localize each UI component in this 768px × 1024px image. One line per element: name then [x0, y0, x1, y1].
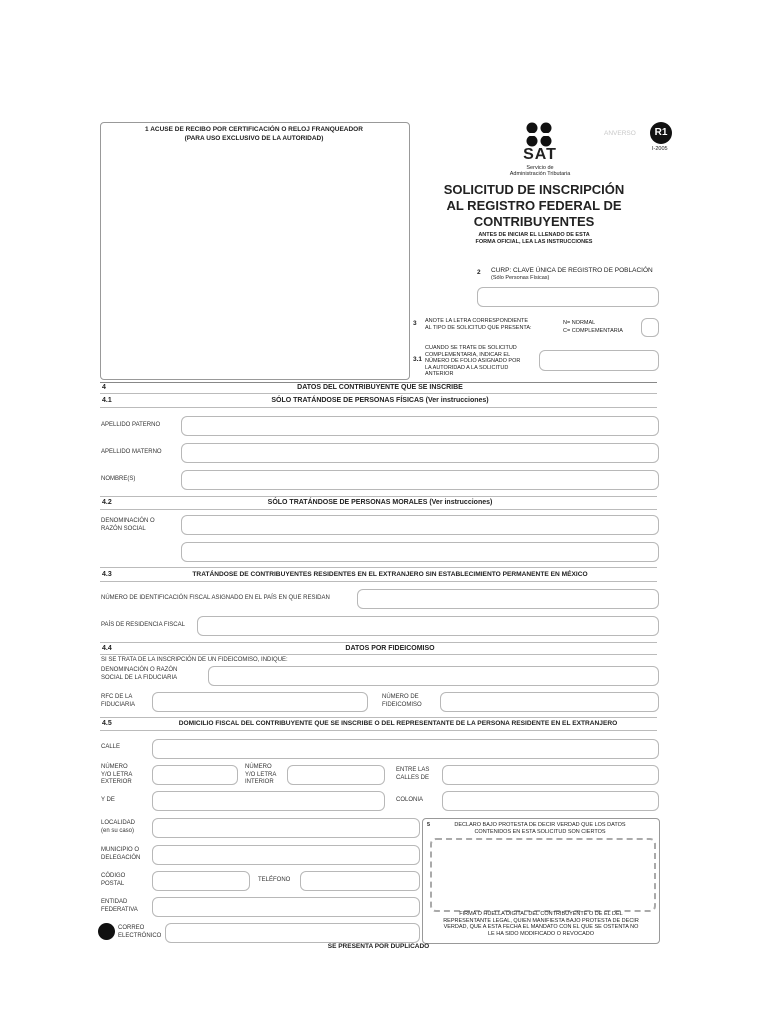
fideicomiso-intro: SI SE TRATA DE LA INSCRIPCIÓN DE UN FIDEICOMISO, INDIQUE: — [101, 657, 288, 663]
tipo-opt-normal: N= NORMAL — [563, 320, 596, 326]
denominacion-field-2[interactable] — [181, 542, 659, 562]
entidad-label — [101, 899, 138, 914]
denominacion-label — [101, 518, 155, 533]
note-line1: ANTES DE INICIAR EL LLENADO DE ESTA — [478, 232, 590, 238]
sat-logo — [509, 120, 571, 180]
num-fideicomiso-line1: NÚMERO DE — [382, 694, 419, 700]
divider — [100, 496, 657, 497]
folio-num: 3.1 — [413, 356, 423, 363]
num-interior-line: Y/O LETRA — [245, 771, 277, 778]
y-de-label: Y DE — [101, 797, 115, 803]
codigo-postal-label — [101, 873, 125, 888]
entre-calles-line: ENTRE LAS — [396, 767, 430, 773]
telefono-label: TELÉFONO — [258, 877, 291, 883]
folio-line: LA AUTORIDAD A LA SOLICITUD — [425, 364, 509, 371]
title-line1: SOLICITUD DE INSCRIPCIÓN — [443, 182, 625, 197]
firma-line: FIRMA O HUELLA DIGITAL DEL CONTRIBUYENTE O DE EL DEL — [459, 911, 623, 917]
firma-line: VERDAD, QUE A ESTA FECHA EL MANDATO CON EL QUE SE OSTENTA NO — [443, 924, 639, 930]
tipo-field[interactable] — [641, 318, 659, 337]
declaracion-line1: DECLARO BAJO PROTESTA DE DECIR VERDAD QUE LOS DATOS — [454, 822, 626, 828]
colonia-label: COLONIA — [396, 797, 424, 803]
section-5-num: 5 — [427, 822, 431, 828]
curp-sub: (Sólo Personas Físicas) — [491, 275, 550, 281]
rfc-fiduciaria-line1: RFC DE LA — [101, 694, 133, 700]
form-code-badge — [650, 122, 672, 144]
municipio-field[interactable] — [152, 845, 420, 865]
form-sub: I-2005 — [652, 146, 668, 152]
fiduciaria-denom-line1: DENOMINACIÓN O RAZÓN — [101, 667, 178, 673]
divider — [100, 730, 657, 731]
denominacion-line1: DENOMINACIÓN O — [101, 518, 155, 524]
divider — [100, 382, 657, 383]
num-interior-line: NÚMERO — [245, 764, 272, 770]
entidad-field[interactable] — [152, 897, 420, 917]
divider — [100, 393, 657, 394]
apellido-materno-label: APELLIDO MATERNO — [101, 449, 162, 455]
num-exterior-field[interactable] — [152, 765, 238, 785]
codigo-postal-line1: CÓDIGO — [101, 873, 126, 879]
section-45-title: DOMICILIO FISCAL DEL CONTRIBUYENTE QUE SE INSCRIBE O DEL REPRESENTANTE DE LA PERSONA RESIDENTE EN EL EXTRANJERO — [178, 720, 618, 727]
section-42-title: SÓLO TRATÁNDOSE DE PERSONAS MORALES (Ver instrucciones) — [267, 499, 493, 506]
sat-logo-sub1: Servicio de — [526, 165, 554, 171]
folio-line: NÚMERO DE FOLIO ASIGNADO POR — [425, 358, 521, 364]
denominacion-line2: RAZÓN SOCIAL — [101, 525, 146, 532]
num-interior-line: INTERIOR — [245, 779, 274, 785]
form-code: R1 — [654, 127, 668, 138]
section-41-title: SÓLO TRATÁNDOSE DE PERSONAS FÍSICAS (Ver instrucciones) — [271, 397, 489, 404]
nombre-field[interactable] — [181, 470, 659, 490]
firma-line: LE HA SIDO MODIFICADO O REVOCADO — [487, 930, 595, 937]
section-45-num: 4.5 — [102, 720, 112, 727]
bullet-dot — [98, 923, 115, 940]
section-43-title: TRATÁNDOSE DE CONTRIBUYENTES RESIDENTES EN EL EXTRANJERO SIN ESTABLECIMIENTO PERMANENTE EN MÉXICO — [192, 571, 588, 578]
pais-residencia-label: PAÍS DE RESIDENCIA FISCAL — [101, 622, 185, 628]
correo-label — [118, 925, 161, 940]
instructions-note — [418, 232, 650, 245]
entidad-line2: FEDERATIVA — [101, 906, 138, 913]
divider — [100, 654, 657, 655]
section-42-num: 4.2 — [102, 499, 112, 506]
acuse-box — [100, 122, 410, 380]
divider — [100, 642, 657, 643]
section-44-num: 4.4 — [102, 645, 112, 652]
municipio-label — [101, 847, 140, 862]
folio-field[interactable] — [539, 350, 659, 371]
anverso-label: ANVERSO — [604, 130, 636, 137]
fiduciaria-denom-line2: SOCIAL DE LA FIDUCIARIA — [101, 674, 178, 681]
section-44-title: DATOS POR FIDEICOMISO — [345, 645, 435, 652]
section-43-num: 4.3 — [102, 571, 112, 578]
section-4-num: 4 — [102, 384, 106, 391]
entre-calles-line: CALLES DE — [396, 774, 430, 781]
y-de-field[interactable] — [152, 791, 385, 811]
calle-label: CALLE — [101, 744, 121, 750]
colonia-field[interactable] — [442, 791, 659, 811]
divider — [100, 717, 657, 718]
num-interior-field[interactable] — [287, 765, 385, 785]
tipo-line1: ANOTE LA LETRA CORRESPONDIENTE — [425, 318, 528, 324]
folio-line: CUANDO SE TRATE DE SOLICITUD — [425, 345, 517, 351]
rfc-fiduciaria-label — [101, 694, 135, 709]
firma-text — [424, 911, 658, 937]
tipo-opt-complementaria: C= COMPLEMENTARIA — [563, 328, 623, 334]
localidad-line1: LOCALIDAD — [101, 820, 136, 826]
municipio-line2: DELEGACIÓN — [101, 854, 141, 861]
num-id-fiscal-field[interactable] — [357, 589, 659, 609]
num-interior-label — [245, 764, 276, 787]
num-id-fiscal-label: NÚMERO DE IDENTIFICACIÓN FISCAL ASIGNADO EN EL PAÍS EN QUE RESIDAN — [101, 595, 330, 601]
localidad-label — [101, 820, 135, 835]
num-fideicomiso-line2: FIDEICOMISO — [382, 701, 422, 708]
firma-line: REPRESENTANTE LEGAL, QUIEN MANIFIESTA BAJO PROTESTA DE DECIR — [443, 917, 639, 924]
entidad-line1: ENTIDAD — [101, 899, 128, 905]
calle-field[interactable] — [152, 739, 659, 759]
fiduciaria-denom-label — [101, 667, 177, 682]
section-41-num: 4.1 — [102, 397, 112, 404]
entre-calles-field[interactable] — [442, 765, 659, 785]
divider — [100, 509, 657, 510]
acuse-title: 1 ACUSE DE RECIBO POR CERTIFICACIÓN O RELOJ FRANQUEADOR — [145, 126, 363, 133]
folio-line: COMPLEMENTARIA, INDICAR EL — [425, 351, 511, 358]
num-exterior-label — [101, 764, 132, 787]
curp-num: 2 — [477, 269, 481, 276]
divider — [100, 581, 657, 582]
codigo-postal-field[interactable] — [152, 871, 250, 891]
form-title — [418, 182, 650, 230]
declaracion-line2: CONTENIDOS EN ESTA SOLICITUD SON CIERTOS — [474, 829, 606, 835]
title-line3: CONTRIBUYENTES — [473, 214, 595, 229]
nombre-label: NOMBRE(S) — [101, 476, 136, 482]
tipo-line2: AL TIPO DE SOLICITUD QUE PRESENTA: — [425, 325, 532, 331]
num-exterior-line: Y/O LETRA — [101, 771, 133, 778]
title-line2: AL REGISTRO FEDERAL DE — [446, 198, 622, 213]
apellido-paterno-field[interactable] — [181, 416, 659, 436]
folio-text — [425, 345, 537, 378]
denominacion-field-1[interactable] — [181, 515, 659, 535]
note-line2: FORMA OFICIAL, LEA LAS INSTRUCCIONES — [475, 238, 593, 245]
curp-field[interactable] — [477, 287, 659, 307]
divider — [100, 567, 657, 568]
folio-line: ANTERIOR — [425, 371, 454, 377]
apellido-materno-field[interactable] — [181, 443, 659, 463]
telefono-field[interactable] — [300, 871, 420, 891]
entre-calles-label — [396, 767, 429, 782]
pais-residencia-field[interactable] — [197, 616, 659, 636]
section-4-title: DATOS DEL CONTRIBUYENTE QUE SE INSCRIBE — [297, 384, 463, 391]
correo-field[interactable] — [165, 923, 420, 943]
municipio-line1: MUNICIPIO O — [101, 847, 140, 853]
sat-logo-sub2: Administración Tributaria — [509, 171, 571, 177]
correo-line1: CORREO — [118, 925, 145, 931]
acuse-subtitle: (PARA USO EXCLUSIVO DE LA AUTORIDAD) — [184, 135, 324, 142]
tipo-num: 3 — [413, 320, 417, 327]
curp-label: CURP: CLAVE ÚNICA DE REGISTRO DE POBLACIÓN — [491, 267, 653, 274]
rfc-fiduciaria-line2: FIDUCIARIA — [101, 701, 136, 708]
apellido-paterno-label: APELLIDO PATERNO — [101, 422, 161, 428]
num-exterior-line: EXTERIOR — [101, 779, 132, 785]
divider — [100, 407, 657, 408]
correo-line2: ELECTRÓNICO — [118, 932, 162, 939]
num-exterior-line: NÚMERO — [101, 764, 128, 770]
sat-logo-text: SAT — [523, 146, 557, 163]
num-fideicomiso-label — [382, 694, 422, 709]
codigo-postal-line2: POSTAL — [101, 880, 125, 887]
num-fideicomiso-field[interactable] — [440, 692, 659, 712]
fiduciaria-denom-field[interactable] — [208, 666, 659, 686]
localidad-line2: (en su caso) — [101, 827, 135, 834]
firma-area[interactable] — [430, 838, 656, 912]
localidad-field[interactable] — [152, 818, 420, 838]
rfc-fiduciaria-field[interactable] — [152, 692, 368, 712]
footer-duplicado: SE PRESENTA POR DUPLICADO — [327, 943, 430, 950]
